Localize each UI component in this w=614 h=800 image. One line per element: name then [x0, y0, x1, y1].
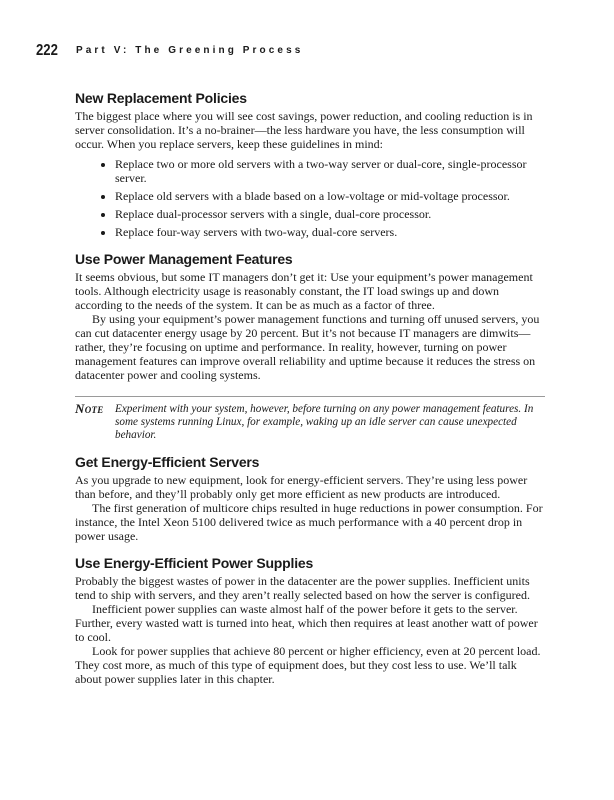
list-item: • Replace two or more old servers with a two-way server or dual-core, single-processor server. [115, 157, 545, 185]
list-item: • Replace dual-processor servers with a single, dual-core processor. [115, 207, 545, 221]
page-number: 222 [36, 42, 58, 59]
list-item: • Replace four-way servers with two-way, dual-core servers. [115, 225, 545, 239]
running-header [36, 42, 303, 64]
paragraph: Look for power supplies that achieve 80 percent or higher efficiency, even at 20 percent load. They cost more, as much of this type of equipment does, but they cost less to use. We’ll talk about power supplies later in this chapter. [75, 644, 541, 686]
guideline-list [75, 157, 545, 239]
note-box [75, 396, 545, 442]
paragraph: The first generation of multicore chips resulted in huge reductions in power consumption. For instance, the Intel Xeon 5100 delivered twice as much performance with a 40 percent drop in power usage. [75, 501, 543, 543]
paragraph: As you upgrade to new equipment, look for energy-efficient servers. They’re using less power than before, and they’ll probably only get more efficient as new products are introduced. [75, 473, 528, 501]
page-body [75, 90, 545, 686]
heading-energy-efficient-servers: Get Energy-Efficient Servers [75, 454, 260, 470]
list-item: • Replace old servers with a blade based on a low-voltage or mid-voltage processor. [115, 189, 545, 203]
heading-power-supplies: Use Energy-Efficient Power Supplies [75, 555, 314, 571]
heading-replacement-policies: New Replacement Policies [75, 90, 247, 106]
note-text: Experiment with your system, however, before turning on any power management features. In some systems running Linux, for example, waking up an idle server can cause unexpected behavior. [115, 403, 534, 441]
paragraph: Probably the biggest wastes of power in the datacenter are the power supplies. Inefficient units tend to ship with servers, and they aren’t really selected based on how the server is configured. [75, 574, 530, 602]
paragraph: It seems obvious, but some IT managers don’t get it: Use your equipment’s power management tools. Although electricity usage is reasonably constant, the IT load swings up and down according to the needs of the system. It can be as much as a factor of three. [75, 270, 533, 312]
paragraph: By using your equipment’s power management functions and turning off unused servers, you can cut datacenter energy usage by 20 percent. But it’s not because IT managers are dimwits—rather, they’re focusing on uptime and performance. In reality, however, turning on power management features can improve overall reliability and uptime because it reduces the stress on datacenter power and cooling systems. [75, 312, 540, 382]
paragraph: Inefficient power supplies can waste almost half of the power before it gets to the server. Further, every wasted watt is turned into heat, which then requires at least another watt of power to cool. [75, 602, 538, 644]
running-head: Part V: The Greening Process [76, 45, 304, 56]
note-label: Note [75, 401, 104, 416]
paragraph: The biggest place where you will see cost savings, power reduction, and cooling reduction is in server consolidation. It’s a no-brainer—the less hardware you have, the less consumption will occur. When you replace servers, keep these guidelines in mind: [75, 109, 533, 151]
heading-power-management: Use Power Management Features [75, 251, 293, 267]
